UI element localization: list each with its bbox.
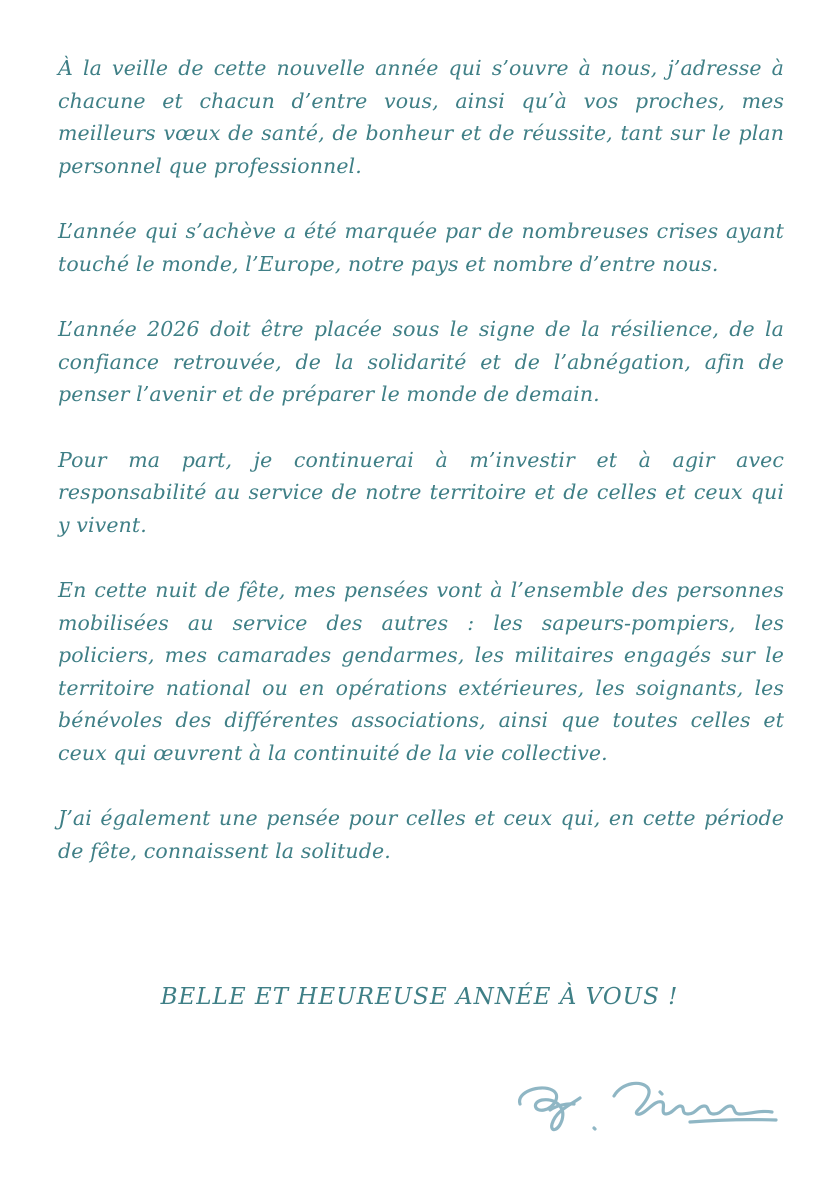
letter-body [58, 52, 784, 867]
paragraph-commitment: Pour ma part, je continuerai à m’investir et à agir avec responsabilité au service de notre territoire et de celles et ceux qui y vivent. [58, 447, 784, 537]
signature-drawing [510, 1070, 790, 1140]
signature-stroke [614, 1083, 772, 1114]
signature-stroke [594, 1128, 595, 1129]
paragraph-thanks: En cette nuit de fête, mes pensées vont à l’ensemble des personnes mobilisées au service des autres : les sapeurs-pompiers, les policiers, mes camarades gendarmes, les militaires engagés sur le territoire national ou en opérations extérieures, les soignants, les bénévoles des différentes associations, ainsi que toutes celles et ceux qui œuvrent à la continuité de la vie collective. [58, 578, 784, 765]
signature-stroke [660, 1092, 662, 1094]
closing-wishes: BELLE ET HEUREUSE ANNÉE À VOUS ! [160, 984, 679, 1010]
paragraph-2026: L’année 2026 doit être placée sous le signe de la résilience, de la confiance retrouvée, de la solidarité et de l’abnégation, afin de penser l’avenir et de préparer le monde de demain. [58, 317, 784, 406]
paragraph-solitude: J’ai également une pensée pour celles et ceux qui, en cette période de fête, connaissent la solitude. [58, 806, 784, 863]
handwritten-signature [510, 1070, 790, 1140]
paragraph-greeting: À la veille de cette nouvelle année qui s’ouvre à nous, j’adresse à chacune et chacun d’entre vous, ainsi qu’à vos proches, mes meilleurs vœux de santé, de bonheur et de réussite, tant sur le plan personnel que professionnel. [58, 56, 784, 178]
signature-stroke [690, 1120, 776, 1122]
paragraph-past-year: L’année qui s’achève a été marquée par de nombreuses crises ayant touché le monde, l’Europe, notre pays et nombre d’entre nous. [58, 219, 784, 276]
